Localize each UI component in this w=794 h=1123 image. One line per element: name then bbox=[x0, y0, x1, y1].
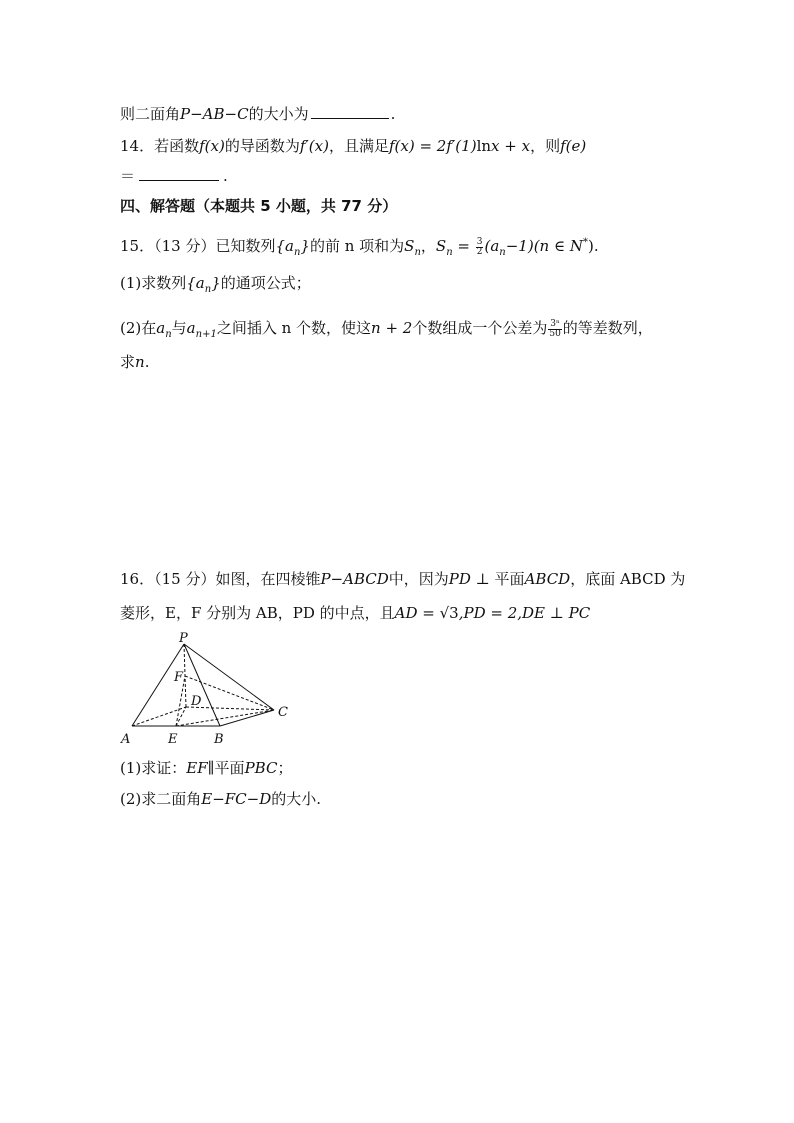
q15-frac-den: 2 bbox=[476, 246, 483, 257]
q16-part1-ef: EF bbox=[186, 759, 208, 777]
q13-tail-line bbox=[120, 104, 395, 124]
q14-eq-rhs: x + x bbox=[491, 137, 531, 155]
label-B: B bbox=[214, 732, 224, 747]
q15-part2-mid: 与 bbox=[171, 319, 187, 337]
edge-PB bbox=[184, 644, 220, 726]
q13-text-before: 则二面角 bbox=[120, 105, 181, 123]
q15-part2-end: . bbox=[144, 353, 150, 371]
q15-part2-text-3: 的等差数列， bbox=[562, 319, 653, 337]
q16-sqrt: √3 bbox=[439, 604, 459, 622]
q14-text-3: ，且满足 bbox=[328, 137, 389, 155]
q15-part-2 bbox=[120, 318, 653, 345]
q15-part2-n: n bbox=[135, 353, 145, 371]
q16-part1-end: ； bbox=[277, 759, 293, 777]
q16-text-1: 中，因为 bbox=[388, 570, 449, 588]
q15-paren: (a bbox=[484, 237, 500, 255]
q14-line-1 bbox=[120, 136, 586, 156]
q14-line-2 bbox=[120, 166, 228, 186]
q15-S: S bbox=[404, 237, 415, 255]
q15-part1-close: } bbox=[211, 274, 221, 292]
q15-part2-a2-sub: n+1 bbox=[195, 329, 217, 340]
q15-fraction bbox=[476, 238, 484, 257]
q13-period: . bbox=[390, 105, 396, 123]
q16-part2-prefix: (2)求二面角 bbox=[120, 790, 202, 808]
q13-text-after: 的大小为 bbox=[248, 105, 309, 123]
label-P: P bbox=[179, 632, 188, 646]
q16-pyramid: P−ABCD bbox=[320, 570, 389, 588]
q15-seq: {a bbox=[275, 237, 294, 255]
label-C: C bbox=[278, 705, 288, 720]
q14-eq-sign: ＝ bbox=[120, 167, 136, 185]
label-E: E bbox=[168, 732, 178, 747]
q15-text-1: 的前 n 项和为 bbox=[309, 237, 405, 255]
q15-frac-num: 3 bbox=[476, 236, 483, 247]
q14-fpx: f′(x) bbox=[299, 137, 329, 155]
q16-part1-text: 平面 bbox=[214, 759, 245, 777]
q13-angle: P−AB−C bbox=[180, 105, 249, 123]
label-A: A bbox=[121, 732, 131, 747]
q16-line2-text-1: 菱形，E，F 分别为 AB，PD 的中点，且 bbox=[120, 604, 395, 622]
edge-AD bbox=[132, 707, 186, 726]
q14-ln: ln bbox=[476, 137, 492, 155]
q15-eq: = bbox=[452, 237, 475, 255]
q15-part-1 bbox=[120, 273, 311, 300]
q15-part2-a2: a bbox=[186, 319, 196, 337]
q15-part-2-line-2 bbox=[120, 352, 149, 372]
q15-stem-prefix: 15．（13 分）已知数列 bbox=[120, 237, 276, 255]
q15-text-2: ， bbox=[420, 237, 436, 255]
segment-ED bbox=[176, 707, 186, 726]
q16-part2-angle: E−FC−D bbox=[201, 790, 272, 808]
q16-part2-tail: 的大小. bbox=[271, 790, 322, 808]
q16-perp1: PD ⊥ bbox=[448, 570, 495, 588]
q16-stem-line-1 bbox=[120, 569, 685, 589]
q14-number: 14． bbox=[120, 137, 155, 155]
q16-part1-plane: PBC bbox=[244, 759, 278, 777]
q16-stem-line-2 bbox=[120, 603, 590, 623]
q16-part1-prefix: (1)求证： bbox=[120, 759, 187, 777]
q14-fx: f(x) bbox=[199, 137, 225, 155]
q15-part1-seq: {a bbox=[186, 274, 205, 292]
q15-part2-frac-num: 3ⁿ bbox=[550, 318, 560, 329]
q13-answer-blank[interactable] bbox=[311, 104, 389, 119]
q14-text-2: 的导函数为 bbox=[224, 137, 300, 155]
q15-part2-a-sub: n bbox=[165, 329, 172, 340]
q14-period: . bbox=[223, 167, 228, 185]
q16-text-2: 平面 bbox=[494, 570, 525, 588]
q15-S2: S bbox=[435, 237, 447, 255]
q15-star: * bbox=[582, 237, 588, 248]
edge-PA bbox=[132, 644, 184, 726]
q16-part-2 bbox=[120, 789, 321, 809]
q16-stem-prefix: 16．（15 分）如图，在四棱锥 bbox=[120, 570, 321, 588]
q15-part2-a: a bbox=[156, 319, 166, 337]
q15-part1-prefix: (1)求数列 bbox=[120, 274, 187, 292]
q14-fe: f(e) bbox=[560, 137, 587, 155]
edge-PD bbox=[184, 644, 186, 707]
q14-text-4: ，则 bbox=[530, 137, 561, 155]
label-D: D bbox=[191, 694, 202, 709]
q16-line2-eq2: ,PD = 2,DE ⊥ PC bbox=[458, 604, 591, 622]
q15-part2-prefix: (2)在 bbox=[120, 319, 157, 337]
q15-part2-text-1: 之间插入 n 个数，使这 bbox=[216, 319, 372, 337]
q16-part1-parallel: ∥ bbox=[207, 759, 215, 777]
q15-paren-tail: −1)(n ∈ N bbox=[505, 237, 583, 255]
q16-text-3: ，底面 ABCD 为 bbox=[570, 570, 686, 588]
q15-paren-sub: n bbox=[499, 247, 506, 258]
q14-eq-lhs: f(x) = 2f′(1) bbox=[388, 137, 477, 155]
pyramid-figure bbox=[118, 632, 298, 747]
q15-part1-sub: n bbox=[204, 284, 212, 295]
q16-part-1 bbox=[120, 758, 292, 778]
q15-part2-line2: 求 bbox=[120, 353, 136, 371]
q14-text-1: 若函数 bbox=[154, 137, 200, 155]
q15-part2-frac-den: 50 bbox=[549, 328, 561, 339]
q14-answer-blank[interactable] bbox=[139, 166, 219, 181]
q16-plane1: ABCD bbox=[524, 570, 571, 588]
q15-part2-n2: n + 2 bbox=[371, 319, 413, 337]
q16-line2-eq1: AD = bbox=[394, 604, 440, 622]
q15-S2-sub: n bbox=[446, 247, 453, 258]
q15-part2-fraction bbox=[548, 320, 561, 339]
segment-EC bbox=[176, 710, 274, 726]
q15-part1-tail: 的通项公式； bbox=[220, 274, 311, 292]
section-4-heading: 四、解答题（本题共 5 小题，共 77 分） bbox=[120, 197, 398, 215]
q15-part2-text-2: 个数组成一个公差为 bbox=[412, 319, 548, 337]
q15-seq-close: } bbox=[300, 237, 310, 255]
q15-S-sub: n bbox=[414, 247, 421, 258]
q15-end: ). bbox=[587, 237, 599, 255]
label-F: F bbox=[174, 670, 184, 685]
q15-stem bbox=[120, 233, 599, 263]
q15-seq-sub: n bbox=[293, 247, 301, 258]
